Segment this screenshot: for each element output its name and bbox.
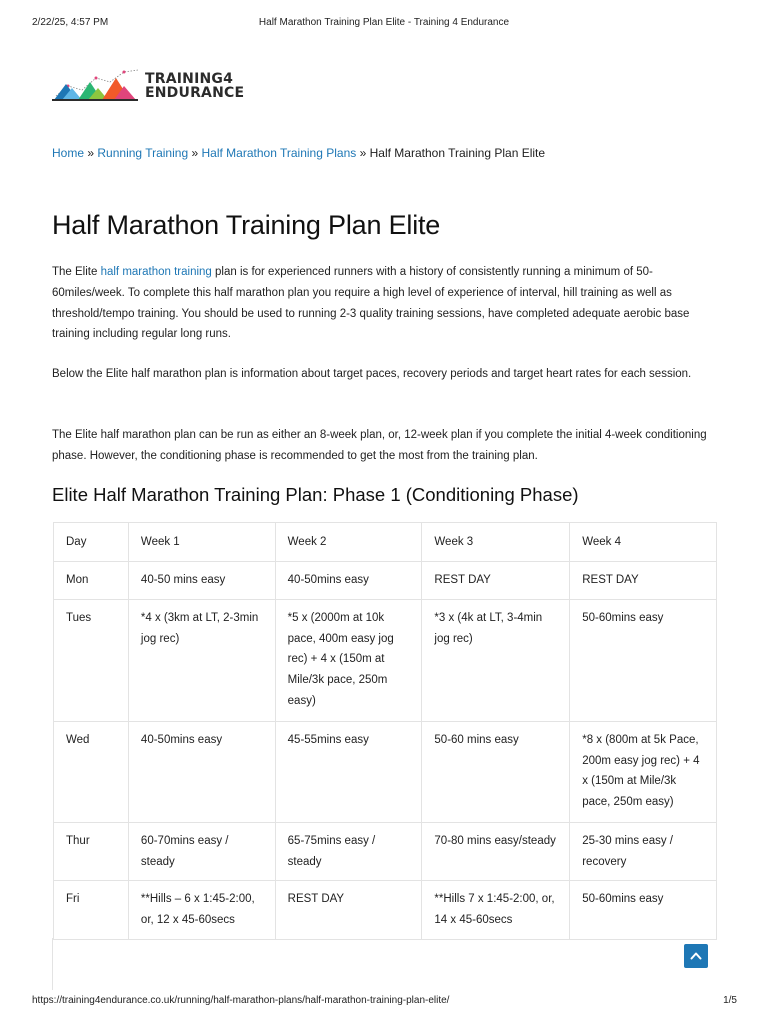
training-plan-table (53, 522, 717, 940)
table-cell: 45-55mins easy (275, 721, 422, 822)
scroll-to-top-button[interactable] (684, 944, 708, 968)
section-title: Elite Half Marathon Training Plan: Phase 1 (Conditioning Phase) (52, 484, 579, 505)
table-cell: 40-50mins easy (128, 721, 275, 822)
table-cell: *8 x (800m at 5k Pace, 200m easy jog rec) + 4 x (150m at Mile/3k pace, 250m easy) (570, 721, 717, 822)
breadcrumb-separator: » (359, 146, 367, 160)
table-cell-day: Tues (54, 599, 129, 721)
breadcrumb-current: Half Marathon Training Plan Elite (369, 146, 546, 160)
table-cell: 65-75mins easy / steady (275, 822, 422, 881)
table-cell-day: Mon (54, 562, 129, 600)
table-row (54, 562, 717, 600)
table-row (54, 721, 717, 822)
breadcrumb-separator: » (191, 146, 199, 160)
table-cell: *4 x (3km at LT, 2-3min jog rec) (128, 599, 275, 721)
logo-wordmark (145, 72, 244, 100)
breadcrumb-half-marathon-plans-link[interactable]: Half Marathon Training Plans (201, 146, 357, 160)
table-header-cell: Week 2 (275, 523, 422, 562)
table-cell: 50-60 mins easy (422, 721, 570, 822)
intro-text: The Elite (52, 266, 101, 278)
table-cell: REST DAY (422, 562, 570, 600)
table-cell: **Hills 7 x 1:45-2:00, or, 14 x 45-60secs (422, 881, 570, 940)
table-header-cell: Week 4 (570, 523, 717, 562)
intro-paragraph-3: The Elite half marathon plan can be run as either an 8-week plan, or, 12-week plan if you complete the initial 4-week conditioning phase. However, the conditioning phase is recommended to get the most from the training plan. (52, 429, 707, 462)
page-title: Half Marathon Training Plan Elite (52, 210, 441, 240)
print-document-title: Half Marathon Training Plan Elite - Training 4 Endurance (258, 17, 510, 28)
breadcrumb (52, 146, 545, 160)
table-header-cell: Week 3 (422, 523, 570, 562)
print-header (0, 17, 768, 31)
logo-line-2: ENDURANCE (145, 85, 245, 101)
table-cell: 60-70mins easy / steady (128, 822, 275, 881)
table-cell: 50-60mins easy (570, 599, 717, 721)
table-continuation-border (52, 938, 53, 990)
table-row (54, 822, 717, 881)
print-footer (0, 995, 768, 1009)
intro-text: plan is for experienced runners with a history of consistently running a minimum of 50-60miles/week. To complete this half marathon plan you require a high level of experience of interval, hill training as well as threshold/tempo training. You should be used to running 2-3 quality training sessions, have completed adequate aerobic base training including regular long runs. (52, 266, 690, 341)
table-cell: **Hills – 6 x 1:45-2:00, or, 12 x 45-60secs (128, 881, 275, 940)
half-marathon-training-link[interactable]: half marathon training (100, 266, 212, 278)
intro-paragraph-2: Below the Elite half marathon plan is information about target paces, recovery periods and target heart rates for each session. (52, 368, 692, 380)
table-header-row (54, 523, 717, 562)
table-cell-day: Fri (54, 881, 129, 940)
table-cell: 70-80 mins easy/steady (422, 822, 570, 881)
chevron-up-icon (690, 950, 702, 962)
breadcrumb-home-link[interactable]: Home (52, 146, 85, 160)
triathlon-logo-icon (52, 66, 144, 104)
logo-line-1: TRAINING4 (145, 71, 234, 87)
table-cell: 25-30 mins easy / recovery (570, 822, 717, 881)
intro-paragraph-1 (52, 262, 716, 345)
table-cell: REST DAY (275, 881, 422, 940)
table-row (54, 599, 717, 721)
table-cell: *5 x (2000m at 10k pace, 400m easy jog rec) + 4 x (150m at Mile/3k pace, 250m easy) (275, 599, 422, 721)
breadcrumb-separator: » (87, 146, 95, 160)
table-cell-day: Thur (54, 822, 129, 881)
table-cell: *3 x (4k at LT, 3-4min jog rec) (422, 599, 570, 721)
table-cell: REST DAY (570, 562, 717, 600)
table-header-cell: Day (54, 523, 129, 562)
table-cell: 40-50mins easy (275, 562, 422, 600)
site-logo[interactable] (52, 66, 252, 106)
table-cell-day: Wed (54, 721, 129, 822)
table-header-cell: Week 1 (128, 523, 275, 562)
print-page-url: https://training4endurance.co.uk/running/half-marathon-plans/half-marathon-training-plan-elite/ (32, 995, 450, 1006)
table-row (54, 881, 717, 940)
breadcrumb-running-training-link[interactable]: Running Training (97, 146, 189, 160)
print-date: 2/22/25, 4:57 PM (32, 17, 109, 28)
table-cell: 50-60mins easy (570, 881, 717, 940)
print-page-number: 1/5 (723, 995, 737, 1006)
table-cell: 40-50 mins easy (128, 562, 275, 600)
